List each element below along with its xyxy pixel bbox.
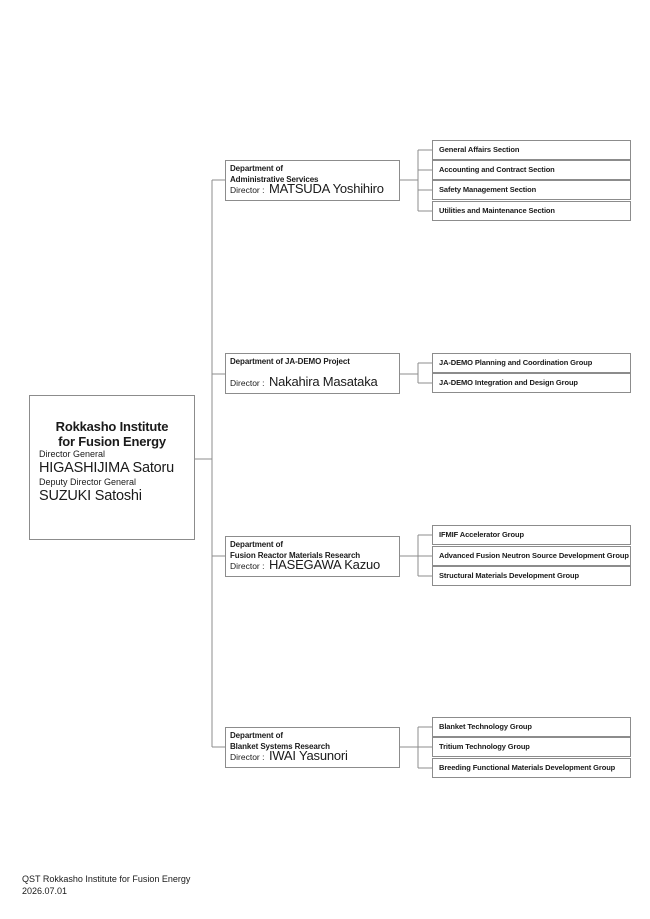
director-label: Director : — [230, 561, 265, 571]
dept-title: Department of — [230, 164, 283, 173]
director-general-name: HIGASHIJIMA Satoru — [39, 460, 174, 476]
section-box: Safety Management Section — [432, 180, 631, 200]
group-box: Breeding Functional Materials Development Group — [432, 758, 631, 778]
dept-title: Fusion Reactor Materials Research — [230, 551, 361, 560]
group-box: Tritium Technology Group — [432, 737, 631, 757]
dept-box-blanket-systems — [225, 727, 400, 768]
group-box: Advanced Fusion Neutron Source Development Group — [432, 546, 631, 566]
director-name: IWAI Yasunori — [268, 748, 348, 763]
dept-box-ja-demo-project — [225, 353, 400, 394]
section-box: Accounting and Contract Section — [432, 160, 631, 180]
section-box: General Affairs Section — [432, 140, 631, 160]
dept-title: Department of JA-DEMO Project — [230, 357, 350, 366]
section-box: Utilities and Maintenance Section — [432, 201, 631, 221]
director-label: Director : — [230, 185, 265, 195]
group-box: JA-DEMO Planning and Coordination Group — [432, 353, 631, 373]
group-box: Structural Materials Development Group — [432, 566, 631, 586]
institute-title-line2: for Fusion Energy — [58, 434, 166, 449]
footer-organization: QST Rokkasho Institute for Fusion Energy — [22, 874, 191, 884]
dept-title: Administrative Services — [230, 175, 319, 184]
footer-date: 2026.07.01 — [22, 886, 68, 896]
dept-title: Department of — [230, 731, 283, 740]
group-box: IFMIF Accelerator Group — [432, 525, 631, 545]
group-box: JA-DEMO Integration and Design Group — [432, 373, 631, 393]
director-name: MATSUDA Yoshihiro — [268, 181, 384, 196]
director-label: Director : — [230, 378, 265, 388]
deputy-director-general-label: Deputy Director General — [39, 477, 137, 487]
dept-title: Department of — [230, 540, 283, 549]
dept-box-fusion-reactor-materials — [225, 536, 400, 577]
director-general-label: Director General — [39, 449, 106, 459]
dept-title: Blanket Systems Research — [230, 742, 330, 751]
deputy-director-general-name: SUZUKI Satoshi — [39, 488, 142, 504]
director-name: HASEGAWA Kazuo — [268, 557, 381, 572]
root-box-rokkasho-institute — [29, 395, 195, 540]
institute-title-line1: Rokkasho Institute — [55, 419, 169, 434]
group-box: Blanket Technology Group — [432, 717, 631, 737]
dept-box-administrative-services — [225, 160, 400, 201]
director-name: Nakahira Masataka — [268, 374, 378, 389]
director-label: Director : — [230, 752, 265, 762]
